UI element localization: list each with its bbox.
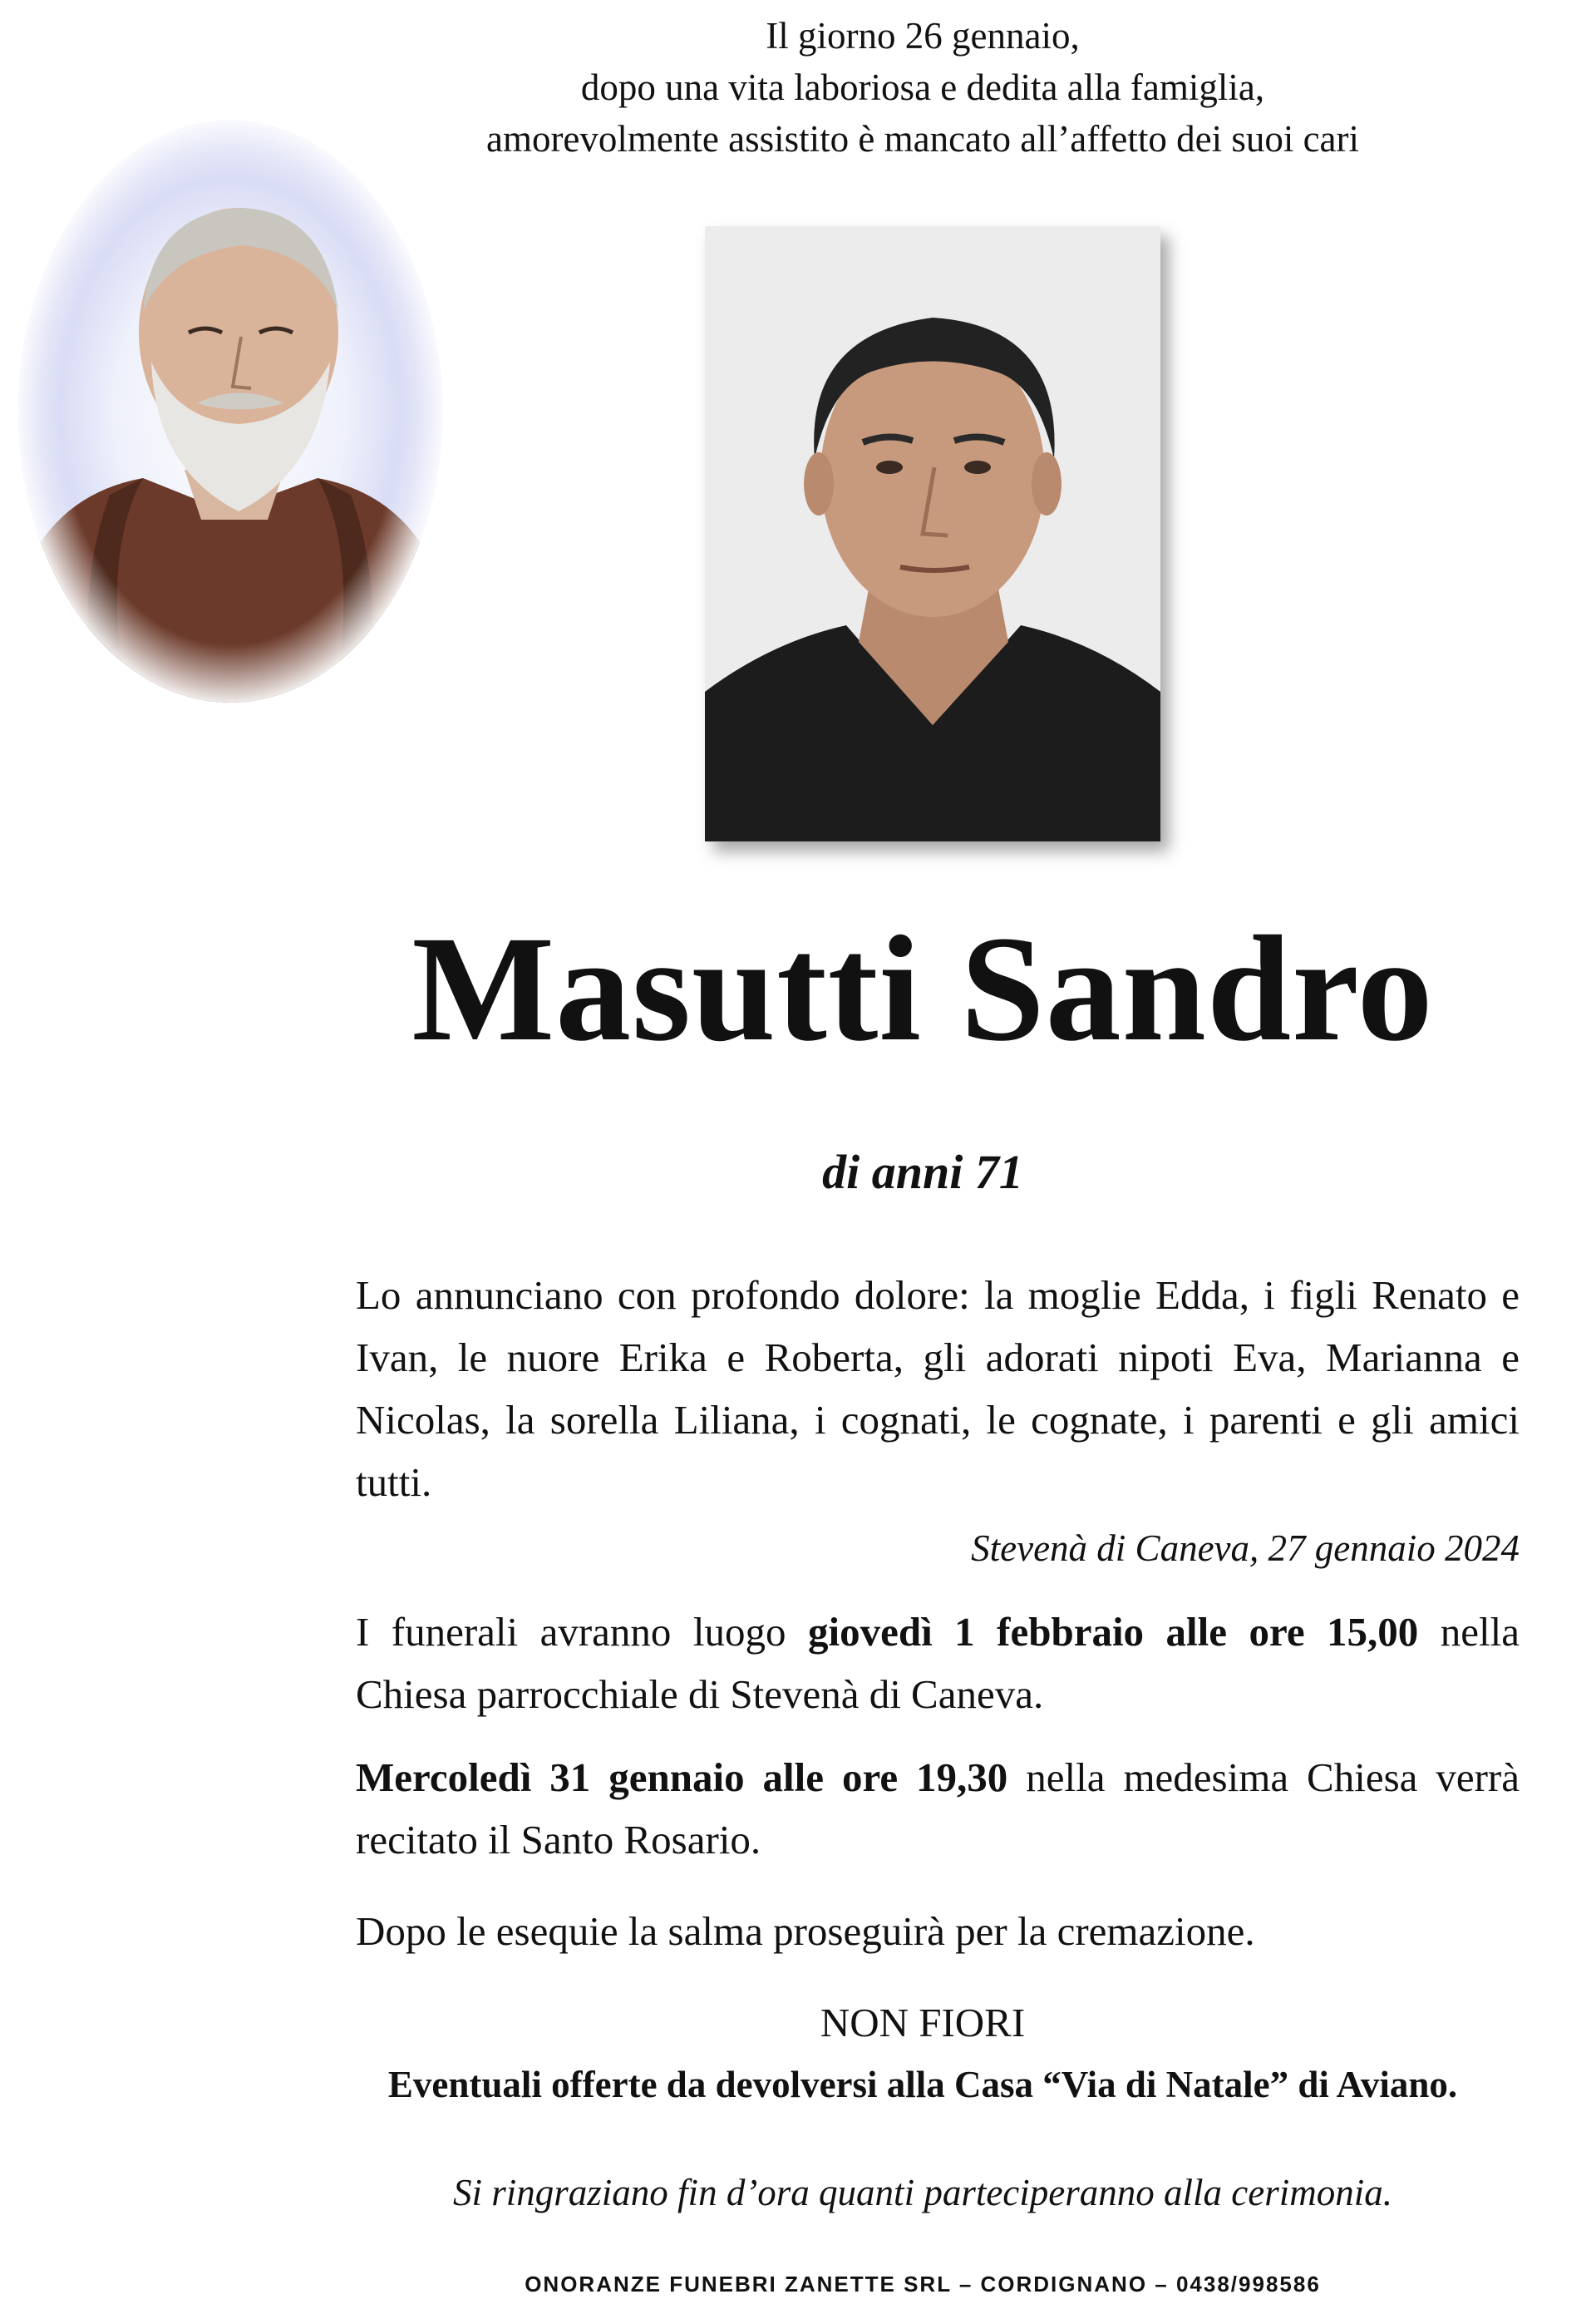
intro-line-2: dopo una vita laboriosa e dedita alla famiglia, (580, 67, 1265, 108)
funeral-location: nella Chiesa parrocchiale di Stevenà di Caneva. (356, 1609, 1520, 1717)
deceased-name: Masutti Sandro (411, 905, 1434, 1073)
intro-line-1: Il giorno 26 gennaio, (766, 15, 1080, 57)
funeral-home-footer: ONORANZE FUNEBRI ZANETTE SRL – CORDIGNANO – 0438/998586 (525, 2272, 1321, 2297)
rosary-datetime: Mercoledì 31 gennaio alle ore 19,30 (356, 1754, 1008, 1800)
rosary-paragraph (356, 1746, 1520, 1871)
cremation-note: Dopo le esequie la salma proseguirà per la cremazione. (356, 1908, 1255, 1954)
saint-portrait-image (18, 121, 442, 703)
intro-text (299, 10, 1546, 165)
deceased-age: di anni 71 (822, 1145, 1023, 1199)
announcement-paragraph: Lo annunciano con profondo dolore: la moglie Edda, i figli Renato e Ivan, le nuore Erika e Roberta, gli adorati nipoti Eva, Marianna e Nicolas, la sorella Liliana, i cognati, le cognate, i parenti e gli amici tutti. (356, 1272, 1520, 1505)
funeral-paragraph (356, 1601, 1520, 1725)
rosary-details: nella medesima Chiesa verrà recitato il Santo Rosario. (356, 1754, 1520, 1862)
place-date: Stevenà di Caneva, 27 gennaio 2024 (971, 1527, 1520, 1569)
donations-note: Eventuali offerte da devolversi alla Casa “Via di Natale” di Aviano. (387, 2064, 1458, 2105)
thanks-note: Si ringraziano fin d’ora quanti parteciperanno alla cerimonia. (453, 2172, 1392, 2213)
no-flowers-note: NON FIORI (820, 2000, 1026, 2045)
funeral-intro: I funerali avranno luogo (356, 1609, 808, 1655)
funeral-datetime: giovedì 1 febbraio alle ore 15,00 (807, 1609, 1419, 1655)
deceased-portrait-photo (705, 226, 1160, 841)
intro-line-3: amorevolmente assistito è mancato all’affetto dei suoi cari (485, 118, 1360, 160)
